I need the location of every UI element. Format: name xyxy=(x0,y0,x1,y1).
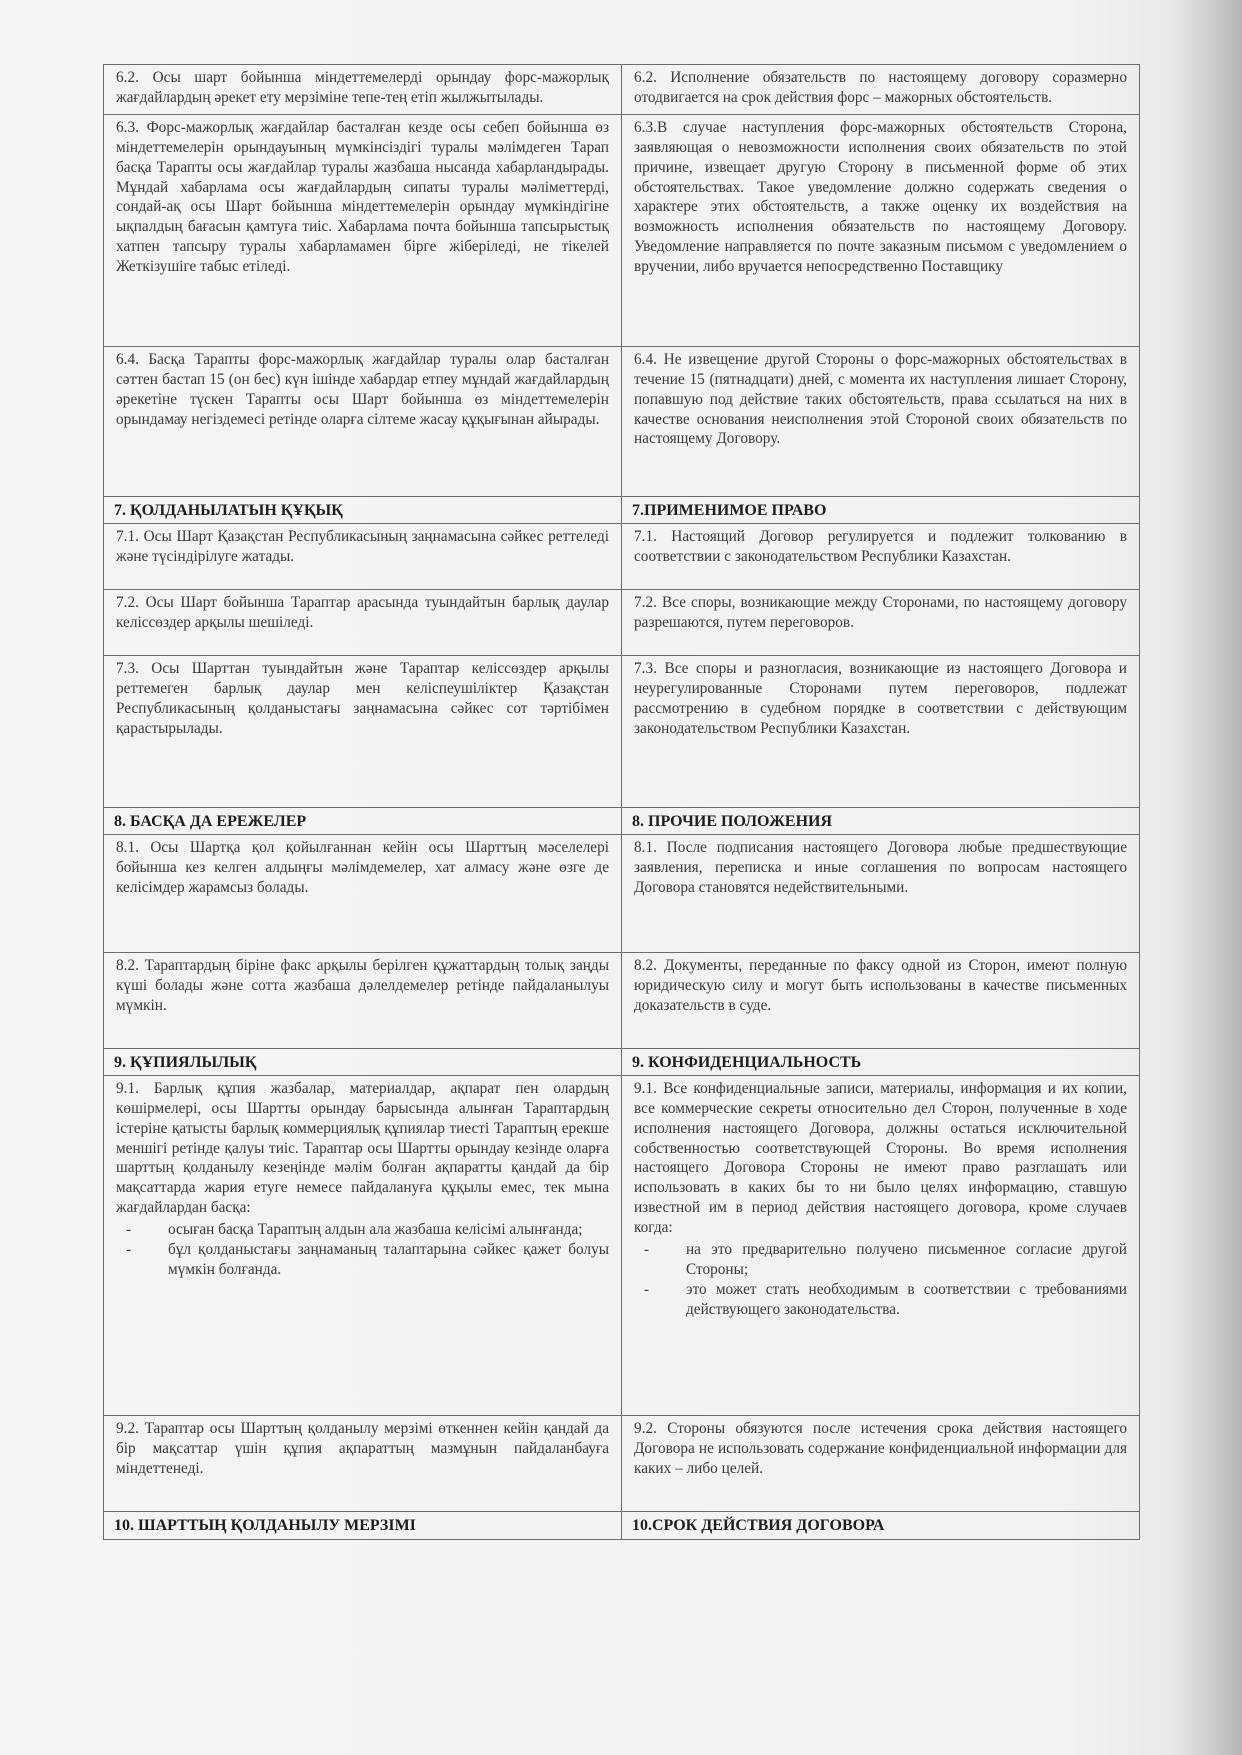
clause-text: 8.1. После подписания настоящего Договора любые предшествующие заявления, переписка и иные соглашения по вопросам настоящего Договора становятся недействительными. xyxy=(634,838,1127,896)
section-heading-kz: 7. ҚОЛДАНЫЛАТЫН ҚҰҚЫҚ xyxy=(104,496,622,523)
section-heading-row xyxy=(104,807,1140,834)
clause-text: 7.3. Все споры и разногласия, возникающие из настоящего Договора и неурегулированные Сторонами путем переговоров, подлежат рассмотрению в судебном порядке в соответствии с действующим законодательством Республики Казахстан. xyxy=(634,659,1127,737)
clause-kz xyxy=(104,523,622,589)
clause-kz xyxy=(104,952,622,1048)
section-heading-kz: 9. ҚҰПИЯЛЫЛЫҚ xyxy=(104,1048,622,1075)
clause-text: 6.2. Осы шарт бойынша міндеттемелерді орындау форс-мажорлық жағдайлардың әрекет ету мерзіміне тепе-тең етіп жылжытылады. xyxy=(116,69,609,106)
table-row xyxy=(104,952,1140,1048)
list-item: - это может стать необходимым в соответствии с требованиями действующего законодательства. xyxy=(686,1280,1127,1320)
clause-kz xyxy=(104,1415,622,1511)
table-row xyxy=(104,346,1140,496)
contract-table xyxy=(103,64,1140,1540)
clause-text: 9.2. Тараптар осы Шарттың қолданылу мерзімі өткеннен кейін қандай да бір мақсаттар үшін құпия ақпараттың мазмұнын пайдаланбауға міндеттенеді. xyxy=(116,1419,609,1477)
clause-text: 9.2. Стороны обязуются после истечения срока действия настоящего Договора не использовать содержание конфиденциальной информации для каких – либо целей. xyxy=(634,1419,1127,1477)
clause-text: 9.1. Барлық құпия жазбалар, материалдар, ақпарат пен олардың көшірмелері, осы Шартты орындау барысында алынған Тараптардың істеріне қатысты барлық коммерциялық құпиялар тиесті Тараптың ерекше меншігі ретінде қалуы тиіс. Тараптар осы Шартты орындау кезінде оларға шарттың қолданылу кезеңінде мәлім болған ақпаратты қандай да бір мақсаттарда жария етуге немесе пайдалануға құқылы емес, тек мына жағдайлардан басқа: xyxy=(116,1079,609,1217)
clause-kz xyxy=(104,834,622,952)
clause-text: 6.4. Не извещение другой Стороны о форс-мажорных обстоятельствах в течение 15 (пятнадцати) дней, с момента их наступления лишает Сторону, попавшую под действие таких обстоятельств, права ссылаться на них в качестве основания неисполнения этой Стороной своих обязательств по настоящему Договору. xyxy=(634,350,1127,448)
clause-text: 9.1. Все конфиденциальные записи, материалы, информация и их копии, все коммерческие секреты относительно дел Сторон, полученные в ходе исполнения настоящего Договора, должны остаться исключительной собственностью соответствующей Стороны. Во время исполнения настоящего Договора Стороны не имеют право разглашать или использовать в каких бы то ни было целях информацию, ставшую известной им в период действия настоящего договора, кроме случаев когда: xyxy=(634,1079,1127,1237)
clause-ru xyxy=(622,834,1140,952)
clause-ru xyxy=(622,952,1140,1048)
section-heading-row xyxy=(104,1048,1140,1075)
clause-ru xyxy=(622,346,1140,496)
clause-text: 6.2. Исполнение обязательств по настоящему договору соразмерно отодвигается на срок действия форс – мажорных обстоятельств. xyxy=(634,69,1127,106)
list-item: - бұл қолданыстағы заңнаманың талаптарына сәйкес қажет болуы мүмкін болғанда. xyxy=(168,1240,609,1280)
table-row xyxy=(104,834,1140,952)
clause-kz xyxy=(104,589,622,655)
clause-text: 8.1. Осы Шартқа қол қойылғаннан кейін осы Шарттың мәселелері бойынша кез келген алдыңғы мәлімдемелер, хат алмасу және өзге де келісімдер жарамсыз болады. xyxy=(116,838,609,896)
clause-kz xyxy=(104,65,622,115)
table-row xyxy=(104,655,1140,807)
clause-ru xyxy=(622,523,1140,589)
list-item: - на это предварительно получено письменное согласие другой Стороны; xyxy=(686,1240,1127,1280)
clause-text: 7.1. Осы Шарт Қазақстан Республикасының заңнамасына сәйкес реттеледі және түсіндірілуге жатады. xyxy=(116,527,609,565)
clause-ru xyxy=(622,1075,1140,1415)
clause-text: 6.3. Форс-мажорлық жағдайлар басталған кезде осы себеп бойынша өз міндеттемелерін орындауының мүмкінсіздігі туралы мәлімдеген Тарап басқа Тарапты осы жағдайлар туралы жазбаша нысанда хабарландырады. Мұндай хабарлама осы жағдайлардың сипаты туралы мәліметтерді, сондай-ақ осы Шарт бойынша міндеттемелерін орындау мүмкіндігіне ықпалдың бағасын қамтуға тиіс. Хабарлама почта бойынша тапсырыстық хатпен тапсыру туралы хабарламамен бірге жіберіледі, не тікелей Жеткізушіге табыс етіледі. xyxy=(116,118,609,276)
section-heading-ru: 7.ПРИМЕНИМОЕ ПРАВО xyxy=(622,496,1140,523)
clause-text: 8.2. Документы, переданные по факсу одной из Сторон, имеют полную юридическую силу и могут быть использованы в качестве письменных доказательств в суде. xyxy=(634,956,1127,1014)
clause-kz xyxy=(104,346,622,496)
clause-kz xyxy=(104,655,622,807)
clause-ru xyxy=(622,655,1140,807)
section-heading-ru: 9. КОНФИДЕНЦИАЛЬНОСТЬ xyxy=(622,1048,1140,1075)
clause-kz xyxy=(104,114,622,346)
table-row xyxy=(104,589,1140,655)
table-row xyxy=(104,114,1140,346)
table-row xyxy=(104,1415,1140,1511)
section-heading-kz: 8. БАСҚА ДА ЕРЕЖЕЛЕР xyxy=(104,807,622,834)
clause-ru xyxy=(622,114,1140,346)
clause-text: 8.2. Тараптардың біріне факс арқылы берілген құжаттардың толық заңды күші болады және сотта жазбаша дәлелдемелер ретінде пайдаланылуы мүмкін. xyxy=(116,956,609,1014)
clause-ru xyxy=(622,589,1140,655)
table-row xyxy=(104,523,1140,589)
table-row xyxy=(104,65,1140,115)
exception-list xyxy=(116,1220,609,1280)
clause-text: 6.3.В случае наступления форс-мажорных обстоятельств Сторона, заявляющая о невозможности исполнения своих обязательств по этой причине, извещает другую Сторону в письменной форме об этих обстоятельствах. Такое уведомление должно содержать сведения о характере этих обстоятельств, а также оценку их воздействия на возможность исполнения обязательств по настоящему Договору. Уведомление направляется по почте заказным письмом с уведомлением о вручении, либо вручается непосредственно Поставщику xyxy=(634,118,1127,276)
exception-list xyxy=(634,1240,1127,1320)
clause-text: 6.4. Басқа Тарапты форс-мажорлық жағдайлар туралы олар басталған сәттен бастап 15 (он бес) күн ішінде хабардар етпеу мұндай жағдайлардың әрекетіне түскен Тарапты осы Шарт бойынша өз міндеттемелерін орындамау негіздемесі ретінде оларға сілтеме жасау құқығынан айырады. xyxy=(116,350,609,428)
clause-text: 7.2. Осы Шарт бойынша Тараптар арасында туындайтын барлық даулар келіссөздер арқылы шешіледі. xyxy=(116,593,609,631)
section-heading-ru: 10.СРОК ДЕЙСТВИЯ ДОГОВОРА xyxy=(622,1511,1140,1539)
section-heading-row xyxy=(104,1511,1140,1539)
clause-text: 7.1. Настоящий Договор регулируется и подлежит толкованию в соответствии с законодательством Республики Казахстан. xyxy=(634,527,1127,565)
section-heading-kz: 10. ШАРТТЫҢ ҚОЛДАНЫЛУ МЕРЗІМІ xyxy=(104,1511,622,1539)
clause-text: 7.2. Все споры, возникающие между Сторонами, по настоящему договору разрешаются, путем переговоров. xyxy=(634,593,1127,631)
section-heading-ru: 8. ПРОЧИЕ ПОЛОЖЕНИЯ xyxy=(622,807,1140,834)
clause-ru xyxy=(622,1415,1140,1511)
list-item: - осыған басқа Тараптың алдын ала жазбаша келісімі алынғанда; xyxy=(168,1220,609,1240)
clause-kz xyxy=(104,1075,622,1415)
clause-ru xyxy=(622,65,1140,115)
section-heading-row xyxy=(104,496,1140,523)
table-row xyxy=(104,1075,1140,1415)
clause-text: 7.3. Осы Шарттан туындайтын және Тараптар келіссөздер арқылы реттемеген барлық даулар мен келіспеушіліктер Қазақстан Республикасының қолданыстағы заңнамасына сәйкес сот тәртібімен қарастырылады. xyxy=(116,659,609,737)
